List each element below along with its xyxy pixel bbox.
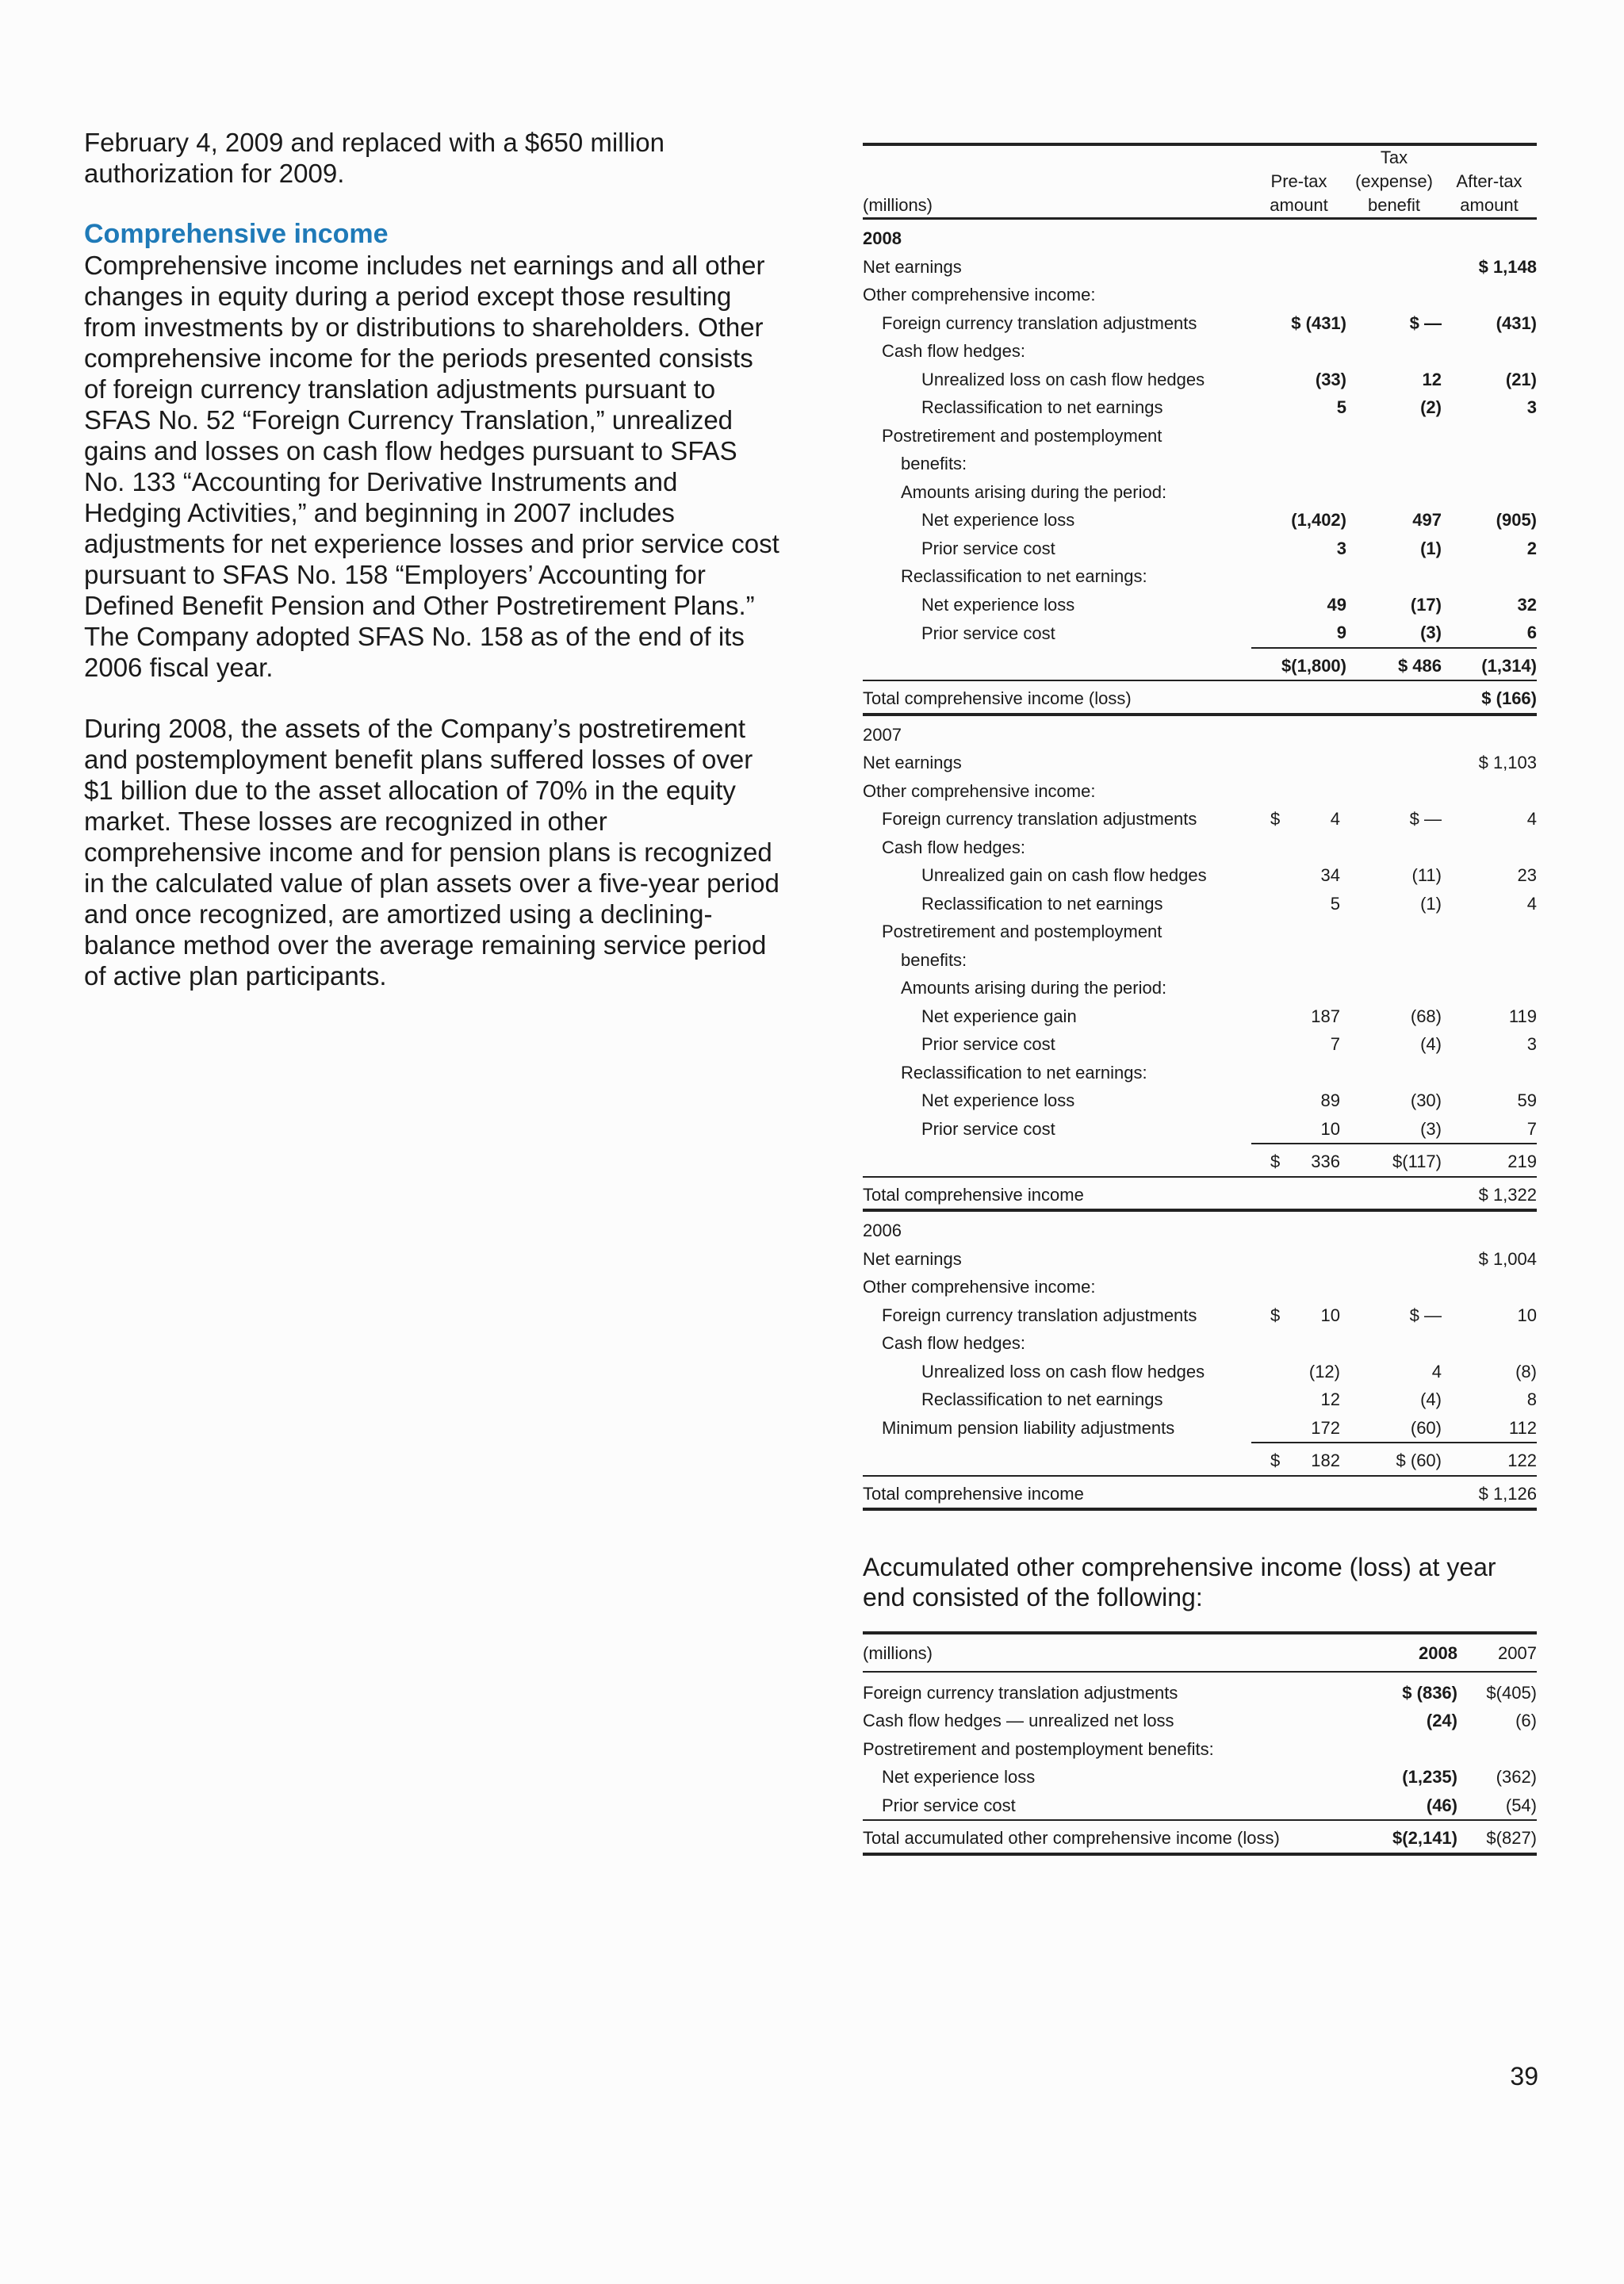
table-row xyxy=(863,450,1537,478)
table-row xyxy=(863,1086,1537,1115)
header-2007: 2007 xyxy=(1457,1633,1537,1672)
table-row xyxy=(863,1245,1537,1274)
row-label: Unrealized loss on cash flow hedges xyxy=(921,1361,1205,1382)
cell-value: (6) xyxy=(1515,1711,1537,1730)
cell-value: 172 xyxy=(1311,1417,1340,1438)
table-row xyxy=(863,253,1537,282)
aoci-header-row xyxy=(863,1633,1537,1672)
header-2008: 2008 xyxy=(1362,1633,1457,1672)
table-row xyxy=(863,422,1537,450)
table-row xyxy=(863,1115,1537,1144)
row-label: Cash flow hedges: xyxy=(882,341,1025,361)
cell-value: 4 xyxy=(1526,893,1537,914)
table-row xyxy=(863,1763,1537,1792)
section-heading: Comprehensive income xyxy=(84,219,389,249)
row-label: Other comprehensive income: xyxy=(863,1277,1096,1297)
cell-value: 4 xyxy=(1526,809,1537,829)
cell-value: (60) xyxy=(1410,1417,1442,1438)
row-label: Cash flow hedges: xyxy=(882,837,1025,857)
header-tax-line3: benefit xyxy=(1346,194,1442,219)
row-label: Amounts arising during the period: xyxy=(901,978,1167,998)
row-label: Total comprehensive income xyxy=(863,1476,1251,1510)
row-label: Unrealized loss on cash flow hedges xyxy=(921,369,1205,389)
cell-value: 12 xyxy=(1320,1389,1340,1409)
cell-value: 89 xyxy=(1320,1090,1340,1110)
cell-value: (362) xyxy=(1496,1767,1537,1787)
table-row xyxy=(863,1273,1537,1301)
total-row xyxy=(863,680,1537,715)
cell-value: (4) xyxy=(1420,1389,1442,1409)
cell-value: 3 xyxy=(1526,1034,1537,1054)
cell-value: $ — xyxy=(1409,809,1442,829)
table-row xyxy=(863,591,1537,619)
row-label: Foreign currency translation adjustments xyxy=(882,1305,1197,1325)
header-tax-line2: (expense) xyxy=(1355,171,1433,191)
table-row xyxy=(863,861,1537,890)
row-label: Prior service cost xyxy=(921,1034,1055,1054)
cell-value: 10 xyxy=(1517,1305,1537,1325)
cell-value: $ 1,322 xyxy=(1442,1177,1537,1211)
cell-value: (1,235) xyxy=(1402,1767,1457,1787)
cell-value: $ (431) xyxy=(1291,312,1346,333)
cell-value: 5 xyxy=(1336,397,1346,417)
table-row xyxy=(863,946,1537,975)
table-row xyxy=(863,1792,1537,1821)
cell-value: 3 xyxy=(1336,538,1346,558)
table-row xyxy=(863,1002,1537,1031)
aoci-table xyxy=(863,1631,1537,1856)
cell-value: $ (166) xyxy=(1442,680,1537,715)
row-label: Reclassification to net earnings xyxy=(921,893,1163,914)
cell-value: $ 1,103 xyxy=(1478,753,1537,772)
cell-value: 23 xyxy=(1517,865,1537,885)
table-row xyxy=(863,1210,1537,1245)
cell-value xyxy=(1251,1443,1346,1476)
table-row xyxy=(863,974,1537,1002)
cell-value: (12) xyxy=(1308,1361,1340,1382)
table-row xyxy=(863,535,1537,563)
body-text-column xyxy=(84,127,782,1021)
table-row xyxy=(863,478,1537,507)
table-header-row-2 xyxy=(863,170,1537,194)
cell-value: $ — xyxy=(1409,312,1442,333)
table-row xyxy=(863,309,1537,338)
paragraph-intro: February 4, 2009 and replaced with a $650 million authorization for 2009. xyxy=(84,128,665,188)
cell-value: $ 1,004 xyxy=(1478,1248,1537,1269)
table-row xyxy=(863,1672,1537,1707)
cell-value: 8 xyxy=(1526,1389,1537,1409)
total-row xyxy=(863,1177,1537,1211)
row-label: Prior service cost xyxy=(882,1795,1016,1815)
table-row xyxy=(863,918,1537,946)
table-row xyxy=(863,366,1537,394)
cell-value: (46) xyxy=(1426,1795,1457,1815)
cell-value: (3) xyxy=(1420,1118,1442,1139)
total-row xyxy=(863,1820,1537,1854)
header-aftertax-line2: amount xyxy=(1442,194,1537,219)
subtotal-row xyxy=(863,648,1537,681)
cell-value: $ (60) xyxy=(1346,1443,1442,1476)
cell-value: $ — xyxy=(1409,1305,1442,1325)
table-row xyxy=(863,1707,1537,1735)
cell-value: 3 xyxy=(1526,397,1537,417)
table-row xyxy=(863,393,1537,422)
cell-value: 10 xyxy=(1320,1118,1340,1139)
cell-value: 49 xyxy=(1327,594,1346,615)
cell-value: 122 xyxy=(1442,1443,1537,1476)
cell-value: 6 xyxy=(1526,623,1537,642)
row-label: Foreign currency translation adjustments xyxy=(882,312,1197,333)
table-row xyxy=(863,219,1537,253)
cell-value: $(1,800) xyxy=(1251,648,1346,681)
row-label: Postretirement and postemployment xyxy=(882,425,1162,446)
row-label: benefits: xyxy=(901,949,967,970)
cell-value: (21) xyxy=(1505,369,1537,389)
table-row xyxy=(863,1059,1537,1087)
cell-value: (4) xyxy=(1420,1034,1442,1054)
cell-value: (2) xyxy=(1420,397,1442,417)
header-aftertax-line1: After-tax xyxy=(1456,171,1522,191)
cell-value xyxy=(1251,1301,1346,1330)
row-label: Prior service cost xyxy=(921,623,1055,643)
cell-value: (11) xyxy=(1411,865,1442,885)
row-label: Foreign currency translation adjustments xyxy=(882,809,1197,829)
row-label: Prior service cost xyxy=(921,1119,1055,1139)
cell-value: 4 xyxy=(1431,1361,1442,1382)
table-row xyxy=(863,1414,1537,1443)
cell-value: (68) xyxy=(1410,1006,1442,1026)
currency-symbol: $ xyxy=(1270,1450,1281,1470)
year-label-2006: 2006 xyxy=(863,1221,902,1240)
cell-value: 5 xyxy=(1330,893,1340,914)
cell-value: $(405) xyxy=(1486,1682,1537,1703)
cell-value: $ 1,126 xyxy=(1442,1476,1537,1510)
header-pretax-line1: Pre-tax xyxy=(1270,171,1327,191)
table-row xyxy=(863,834,1537,862)
cell-value: 2 xyxy=(1526,538,1537,558)
paragraph-plan-losses: During 2008, the assets of the Company’s postretirement and postemployment benefit plans suffered losses of over $1 billion due to the asset allocation of 70% in the equity market. These losses are recognized in other comprehensive income and for pension plans is recognized in the calculated value of plan assets over a five-year period and once recognized, are amortized using a declining-balance method over the average remaining service period of active plan participants. xyxy=(84,714,779,991)
cell-value xyxy=(1251,805,1346,834)
cell-value: $(827) xyxy=(1457,1820,1537,1854)
paragraph-comprehensive-income: Comprehensive income includes net earnings and all other changes in equity during a period except those resulting from investments by or distributions to shareholders. Other comprehensive income for the periods presented consists of foreign currency translation adjustments pursuant to SFAS No. 52 “Foreign Currency Translation,” unrealized gains and losses on cash flow hedges pursuant to SFAS No. 133 “Accounting for Derivative Instruments and Hedging Activities,” and beginning in 2007 includes adjustments for net experience losses and prior service cost pursuant to SFAS No. 158 “Employers’ Accounting for Defined Benefit Pension and Other Postretirement Plans.” The Company adopted SFAS No. 158 as of the end of its 2006 fiscal year. xyxy=(84,251,779,682)
row-label: Total accumulated other comprehensive income (loss) xyxy=(863,1820,1362,1854)
cell-value: $(2,141) xyxy=(1362,1820,1457,1854)
page-number: 39 xyxy=(1510,2062,1538,2090)
cell-value: (1) xyxy=(1420,538,1442,558)
cell-value: 9 xyxy=(1336,623,1346,642)
cell-value: 7 xyxy=(1526,1118,1537,1139)
cell-value xyxy=(1251,1144,1346,1177)
table-row xyxy=(863,1358,1537,1386)
cell-value: (3) xyxy=(1420,623,1442,642)
cell-value: (33) xyxy=(1315,369,1346,389)
table-row xyxy=(863,890,1537,918)
cell-value: (1,402) xyxy=(1291,510,1346,530)
table-row xyxy=(863,805,1537,834)
row-label: Total comprehensive income xyxy=(863,1177,1251,1211)
row-label: Foreign currency translation adjustments xyxy=(863,1682,1178,1703)
row-label: Net experience loss xyxy=(921,1090,1075,1110)
subtotal-row xyxy=(863,1144,1537,1177)
cell-amount: 336 xyxy=(1311,1152,1340,1171)
row-label: Net earnings xyxy=(863,753,962,772)
header-tax-line1: Tax xyxy=(1346,144,1442,170)
cell-value: (8) xyxy=(1515,1361,1537,1382)
year-label-2008: 2008 xyxy=(863,228,902,248)
financial-tables-column xyxy=(863,143,1538,1856)
aoci-title: Accumulated other comprehensive income (loss) at year end consisted of the following: xyxy=(863,1553,1496,1611)
row-label: Net experience loss xyxy=(921,510,1075,530)
header-millions: (millions) xyxy=(863,1633,1362,1672)
row-label: Net earnings xyxy=(863,256,962,277)
row-label: Reclassification to net earnings xyxy=(921,1389,1163,1409)
table-row xyxy=(863,1030,1537,1059)
row-label: Postretirement and postemployment xyxy=(882,922,1162,941)
table-row xyxy=(863,777,1537,806)
row-label: Cash flow hedges — unrealized net loss xyxy=(863,1711,1174,1730)
row-label: Reclassification to net earnings: xyxy=(901,1062,1147,1083)
cell-value: (905) xyxy=(1496,510,1537,530)
header-millions: (millions) xyxy=(863,194,1251,219)
cell-value: $(117) xyxy=(1346,1144,1442,1177)
currency-symbol: $ xyxy=(1270,1152,1281,1171)
row-label: Other comprehensive income: xyxy=(863,780,1096,801)
cell-value: (1,314) xyxy=(1442,648,1537,681)
table-row xyxy=(863,506,1537,535)
row-label: Net experience loss xyxy=(921,594,1075,615)
cell-value: 119 xyxy=(1508,1006,1537,1026)
cell-value: 219 xyxy=(1442,1144,1537,1177)
row-label: Cash flow hedges: xyxy=(882,1333,1025,1353)
row-label: Net experience gain xyxy=(921,1006,1077,1026)
row-label: Reclassification to net earnings xyxy=(921,397,1163,417)
header-pretax-line2: amount xyxy=(1251,194,1346,219)
table-row xyxy=(863,715,1537,749)
row-label: Total comprehensive income (loss) xyxy=(863,680,1251,715)
cell-value: (17) xyxy=(1410,594,1442,615)
table-row xyxy=(863,281,1537,309)
row-label: benefits: xyxy=(901,454,967,473)
cell-value: (30) xyxy=(1410,1090,1442,1110)
row-label: Net earnings xyxy=(863,1248,962,1269)
table-row xyxy=(863,1329,1537,1358)
row-label: Postretirement and postemployment benefits: xyxy=(863,1738,1214,1759)
table-header-row-3 xyxy=(863,194,1537,219)
cell-amount: 182 xyxy=(1311,1450,1340,1470)
cell-value: (1) xyxy=(1420,893,1442,914)
subtotal-row xyxy=(863,1443,1537,1476)
currency-symbol: $ xyxy=(1270,809,1281,829)
row-label: Other comprehensive income: xyxy=(863,285,1096,305)
cell-value: 112 xyxy=(1508,1417,1537,1438)
total-row xyxy=(863,1476,1537,1510)
comprehensive-income-table xyxy=(863,143,1537,1511)
cell-value: (54) xyxy=(1505,1795,1537,1815)
cell-value: 12 xyxy=(1422,369,1442,389)
row-label: Reclassification to net earnings: xyxy=(901,566,1147,586)
cell-value: 34 xyxy=(1320,865,1340,885)
year-label-2007: 2007 xyxy=(863,724,902,745)
cell-value: 7 xyxy=(1330,1034,1340,1054)
cell-amount: 10 xyxy=(1320,1305,1340,1325)
cell-value: $ (836) xyxy=(1402,1682,1457,1703)
table-row xyxy=(863,1301,1537,1330)
table-header-row-1 xyxy=(863,144,1537,170)
cell-value: $ 1,148 xyxy=(1478,256,1537,277)
row-label: Unrealized gain on cash flow hedges xyxy=(921,865,1207,885)
cell-value: 59 xyxy=(1517,1090,1537,1110)
table-row xyxy=(863,337,1537,366)
table-row xyxy=(863,1735,1537,1764)
table-row xyxy=(863,562,1537,591)
currency-symbol: $ xyxy=(1270,1305,1281,1325)
cell-value: 497 xyxy=(1412,510,1442,530)
row-label: Net experience loss xyxy=(882,1767,1036,1787)
table-row xyxy=(863,619,1537,648)
cell-value: 32 xyxy=(1517,594,1537,615)
row-label: Amounts arising during the period: xyxy=(901,481,1167,502)
cell-value: 187 xyxy=(1311,1006,1340,1026)
table-row xyxy=(863,749,1537,777)
table-row xyxy=(863,1385,1537,1414)
row-label: Prior service cost xyxy=(921,538,1055,558)
cell-value: $ 486 xyxy=(1346,648,1442,681)
cell-amount: 4 xyxy=(1330,809,1340,829)
row-label: Minimum pension liability adjustments xyxy=(882,1418,1175,1438)
cell-value: (24) xyxy=(1426,1711,1457,1730)
cell-value: (431) xyxy=(1496,312,1537,333)
